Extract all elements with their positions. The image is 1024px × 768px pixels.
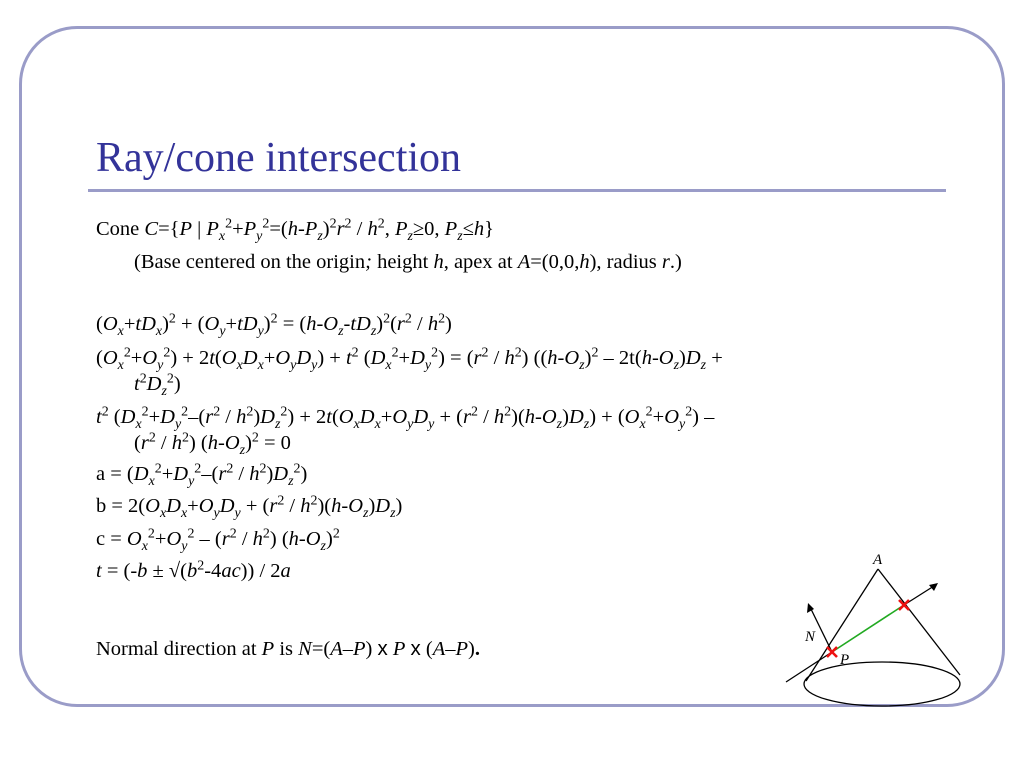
cone-definition: Cone C={P | $P_x^2+P_y^2=(h-P_z)^2r^2 / h^2$, $P_z\ge 0$, $P_z\le h$} bbox=[96, 216, 494, 244]
ray-arrowhead bbox=[929, 583, 938, 591]
point-label: P bbox=[840, 652, 850, 668]
normal-direction: Normal direction at P is N=(A–P) x P x (A–P). bbox=[96, 637, 480, 660]
apex-label: A bbox=[873, 552, 883, 568]
equation-expanded-line1: $(O_x^2+O_y^2) + 2t(O_xD_x+O_yD_y) + t^2$ $(D_x^2+D_y^2) = (r^2 / h^2)$ ($(h-O_z)^2 - 2t(h-O_z)D_z$ + bbox=[96, 345, 723, 373]
coefficient-b: $b = 2(O_xD_x+O_yD_y + (r^2 / h^2)(h-O_z)D_z)$ bbox=[96, 493, 403, 521]
normal-arrowhead bbox=[807, 603, 814, 613]
coefficient-a: $a = (D_x^2+D_y^2-(r^2 / h^2)D_z^2)$ bbox=[96, 461, 308, 489]
equation-collected-line1: $t^2$ $(D_x^2+D_y^2-(r^2 / h^2)D_z^2) + 2t(O_xD_x+O_yD_y + (r^2 / h^2)(h-O_z)D_z) + (O_x^2+O_y^2)$ – bbox=[96, 404, 715, 432]
coefficient-c: $c = O_x^2+O_y^2 - (r^2 / h^2)$ $(h-O_z)^2$ bbox=[96, 526, 340, 554]
quadratic-solution: $t = (-b \pm √(b^2-4ac)) / 2a$ bbox=[96, 558, 291, 582]
cone-base bbox=[804, 662, 960, 706]
equation-substitution: $(O_x+tD_x)^2 + (O_y+tD_y)^2 = (h-O_z-tD_z)^2(r^2 / h^2)$ bbox=[96, 311, 452, 339]
equation-expanded-line2: $t^2D_z^2$) bbox=[134, 371, 181, 399]
hit-marker-entry bbox=[827, 647, 837, 657]
cone-description: (Base centered on the origin; height h, apex at A=(0,0,h), radius r.) bbox=[134, 251, 682, 273]
cone-diagram bbox=[780, 545, 980, 715]
normal-label: N bbox=[805, 629, 816, 645]
slide-title: Ray/cone intersection bbox=[96, 135, 462, 181]
equation-collected-line2: $(r^2 / h^2) (h-O_z)^2 = 0$ bbox=[134, 430, 291, 458]
ray-inside-segment bbox=[832, 605, 904, 652]
title-divider bbox=[88, 189, 946, 192]
hit-marker-exit bbox=[899, 600, 909, 610]
cone-right-edge bbox=[878, 569, 960, 675]
